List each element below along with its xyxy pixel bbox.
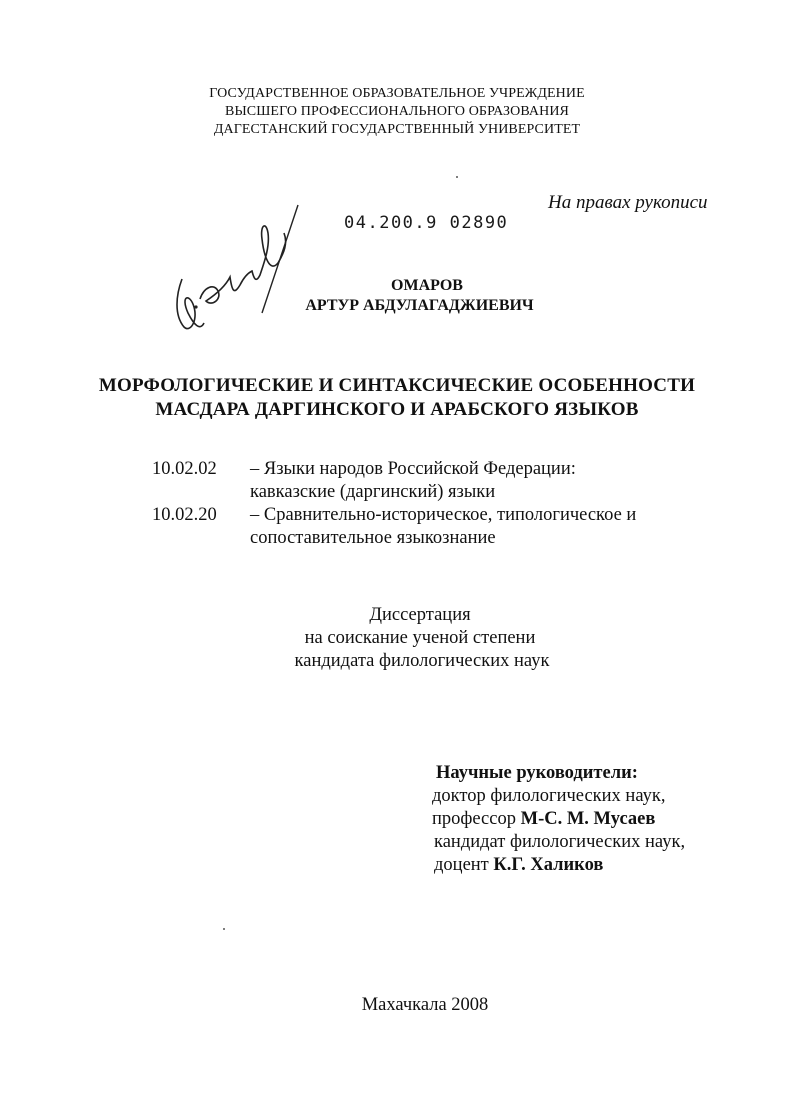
specialty-item [152,504,636,527]
author-name: АРТУР АБДУЛАГАДЖИЕВИЧ [305,297,534,314]
specialty-code: 10.02.02 [152,459,217,479]
scan-speck [456,176,458,178]
specialty-text: – Сравнительно-историческое, типологическое и [250,505,637,525]
city-year: Махачкала 2008 [361,995,489,1015]
specialty-text: – Языки народов Российской Федерации: [250,459,576,479]
scan-speck [223,928,225,930]
supervisor-title: профессор [432,809,521,829]
supervisor-degree: доктор филологических наук, [432,786,666,806]
supervisor-title: доцент [434,855,494,875]
supervisors-block [432,762,685,877]
degree-line: на соискание ученой степени [304,628,536,648]
signature-image [170,203,310,338]
title-line: МОРФОЛОГИЧЕСКИЕ И СИНТАКСИЧЕСКИЕ ОСОБЕННОСТИ [98,375,696,396]
institution-line: ВЫСШЕГО ПРОФЕССИОНАЛЬНОГО ОБРАЗОВАНИЯ [225,104,569,119]
manuscript-rights-note: На правах рукописи [548,192,708,213]
author-block [0,276,794,316]
supervisor-line [432,854,685,877]
registration-stamp: 04.200.9 02890 [344,213,509,233]
institution-header [0,85,794,139]
title-line: МАСДАРА ДАРГИНСКОГО И АРАБСКОГО ЯЗЫКОВ [155,399,639,420]
supervisor-line [432,808,685,831]
degree-line: Диссертация [369,605,471,625]
specialty-code: 10.02.20 [152,505,217,525]
specialty-text-cont: сопоставительное языкознание [250,528,496,548]
supervisor-name: К.Г. Халиков [493,855,604,875]
specialty-text-cont: кавказские (даргинский) языки [250,482,496,502]
dissertation-degree-block [0,604,794,673]
supervisor-name: М-С. М. Мусаев [520,809,656,829]
supervisors-heading: Научные руководители: [436,763,638,783]
institution-line: ГОСУДАРСТВЕННОЕ ОБРАЗОВАТЕЛЬНОЕ УЧРЕЖДЕНИЕ [209,86,585,101]
degree-line: кандидата филологических наук [294,651,550,671]
dissertation-title [0,374,794,422]
specialties-list [152,458,636,550]
institution-line: ДАГЕСТАНСКИЙ ГОСУДАРСТВЕННЫЙ УНИВЕРСИТЕТ [213,122,581,137]
specialty-item [152,458,636,481]
supervisor-degree: кандидат филологических наук, [434,832,686,852]
author-surname: ОМАРОВ [391,277,463,294]
